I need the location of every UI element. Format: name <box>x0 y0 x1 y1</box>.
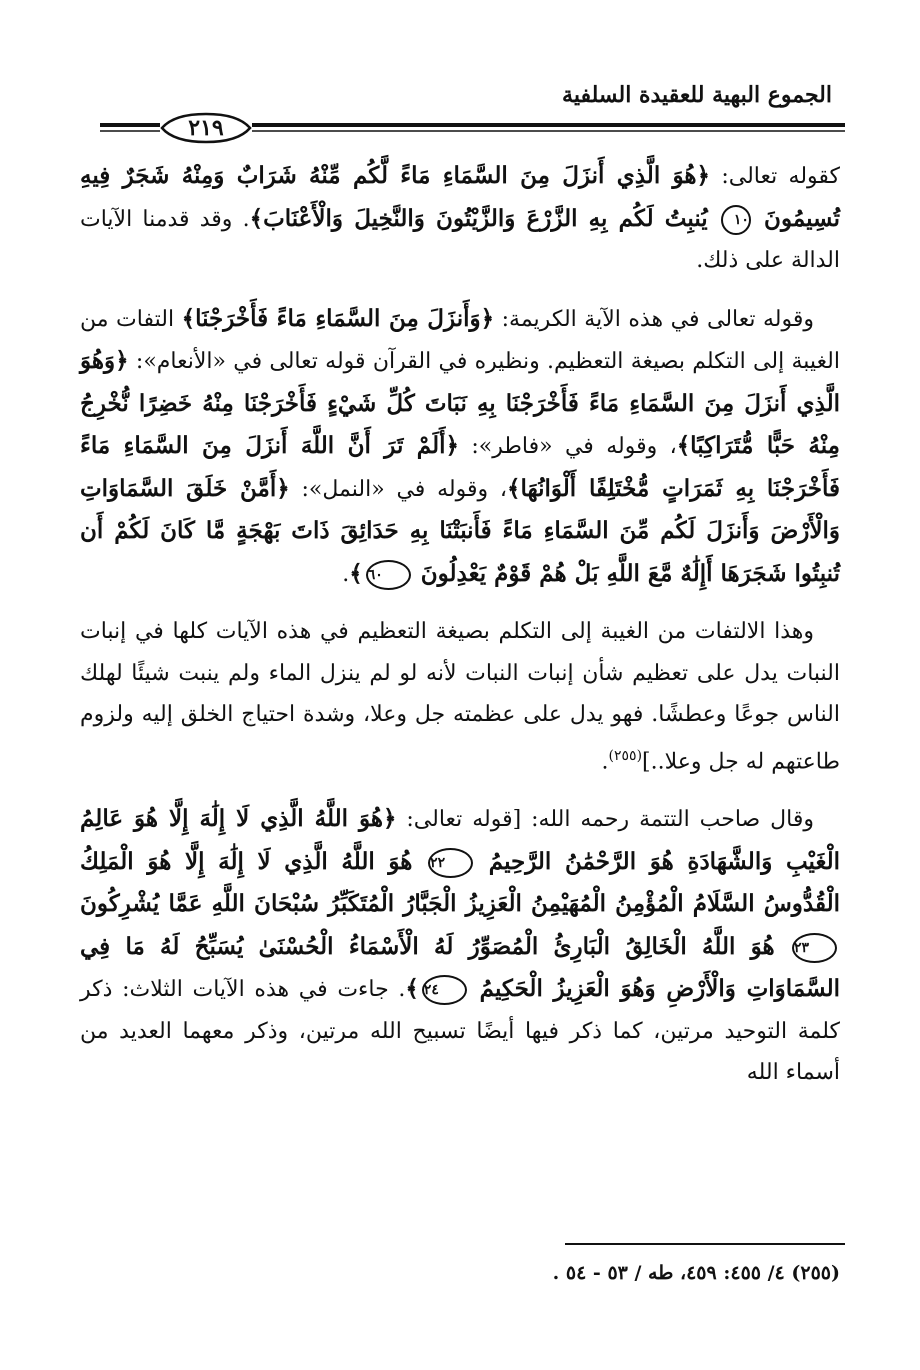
quran-verse: هُوَ اللَّهُ الَّذِي لَا إِلَٰهَ إِلَّا هُوَ الْمَلِكُ الْقُدُّوسُ السَّلَامُ الْمُؤْمِنُ الْمُهَيْمِنُ الْعَزِيزُ الْجَبَّارُ الْمُتَكَبِّرُ سُبْحَانَ اللَّهِ عَمَّا يُشْرِكُونَ <box>80 847 840 918</box>
paragraph-1 <box>80 155 840 282</box>
footnote-reference[interactable]: (٢٥٥) <box>608 747 643 764</box>
p2-text-b: ، وقوله في «فاطر»: <box>471 434 677 459</box>
ayah-number-marker: ٢٢ <box>428 848 473 878</box>
p3-tail: . <box>601 748 609 774</box>
p2-lead: وقوله تعالى في هذه الآية الكريمة: <box>501 306 814 332</box>
p3-text: وهذا الالتفات من الغيبة إلى التكلم بصيغة التعظيم في هذه الآيات كلها في إنبات النبات يدل على تعظيم شأن إنبات النبات لأنه لو لم ينزل الماء ولم ينبت شيئًا لهلك الناس جوعًا وعطشًا. فهو يدل على عظمته جل وعلا، وشدة احتياج الخلق إليه ولزوم طاعتهم له جل وعلا..] <box>80 619 840 774</box>
quran-verse: ﴿هُوَ الَّذِي أَنزَلَ مِنَ السَّمَاءِ مَاءً لَّكُم مِّنْهُ شَرَابٌ وَمِنْهُ شَجَرٌ فِيهِ تُسِيمُونَ <box>80 162 840 232</box>
ayah-number-marker: ٦٠ <box>366 560 411 590</box>
quran-verse: ﴿أَمَّنْ خَلَقَ السَّمَاوَاتِ وَالْأَرْضَ وَأَنزَلَ لَكُم مِّنَ السَّمَاءِ مَاءً فَأَنبَتْنَا بِهِ حَدَائِقَ ذَاتَ بَهْجَةٍ مَّا كَانَ لَكُمْ أَن تُنبِتُوا شَجَرَهَا أَإِلَٰهٌ مَّعَ اللَّهِ بَلْ هُمْ قَوْمٌ يَعْدِلُونَ <box>80 474 840 587</box>
footnote: (٢٥٥) ٤/ ٤٥٥: ٤٥٩، طه / ٥٣ - ٥٤ . <box>552 1262 840 1284</box>
p4-tail: . جاءت في هذه الآيات الثلاث: ذكر كلمة التوحيد مرتين، كما ذكر فيها أيضًا تسبيح الله مرتين، وذكر معهما العديد من أسماء الله <box>80 977 840 1086</box>
p1-tail: . وقد قدمنا الآيات الدالة على ذلك. <box>80 206 840 273</box>
quran-verse: هُوَ اللَّهُ الْخَالِقُ الْبَارِئُ الْمُصَوِّرُ لَهُ الْأَسْمَاءُ الْحُسْنَىٰ يُسَبِّحُ لَهُ مَا فِي السَّمَاوَاتِ وَالْأَرْضِ وَهُوَ الْعَزِيزُ الْحَكِيمُ <box>80 932 840 1003</box>
paragraph-2 <box>80 298 840 596</box>
footnote-separator <box>565 1243 845 1245</box>
p4-lead: وقال صاحب التتمة رحمه الله: [قوله تعالى: <box>406 807 814 833</box>
paragraph-3 <box>80 611 840 782</box>
quran-verse: ﴿وَهُوَ الَّذِي أَنزَلَ مِنَ السَّمَاءِ مَاءً فَأَخْرَجْنَا بِهِ نَبَاتَ كُلِّ شَيْءٍ فَأَخْرَجْنَا مِنْهُ خَضِرًا نُّخْرِجُ مِنْهُ حَبًّا مُّتَرَاكِبًا﴾ <box>80 347 840 459</box>
quran-verse: ﴿أَلَمْ تَرَ أَنَّ اللَّهَ أَنزَلَ مِنَ السَّمَاءِ مَاءً فَأَخْرَجْنَا بِهِ ثَمَرَاتٍ مُّخْتَلِفًا أَلْوَانُهَا﴾ <box>80 432 841 502</box>
p2-text-c: ، وقوله في «النمل»: <box>301 476 508 502</box>
ayah-number-marker: ١٠ <box>721 205 751 235</box>
ayah-number-marker: ٢٤ <box>422 975 467 1005</box>
p1-lead: كقوله تعالى: <box>721 164 840 189</box>
verse-close-bracket: ﴾ <box>405 975 419 1003</box>
p2-tail: . <box>342 561 350 587</box>
page-number-text: ٢١٩ <box>188 115 224 141</box>
quran-verse: ﴿هُوَ اللَّهُ الَّذِي لَا إِلَٰهَ إِلَّا هُوَ عَالِمُ الْغَيْبِ وَالشَّهَادَةِ هُوَ الرَّحْمَٰنُ الرَّحِيمُ <box>80 805 840 875</box>
quran-verse: يُنبِتُ لَكُم بِهِ الزَّرْعَ وَالزَّيْتُونَ وَالنَّخِيلَ وَالْأَعْنَابَ﴾ <box>249 204 708 232</box>
paragraph-4 <box>80 798 840 1094</box>
verse-close-bracket: ﴾ <box>349 559 363 587</box>
page-number <box>160 112 252 144</box>
p2-text-a: التفات من الغيبة إلى التكلم بصيغة التعظيم. ونظيره في القرآن قوله تعالى في «الأنعام»: <box>80 306 840 374</box>
main-text <box>80 155 840 1110</box>
ayah-number-marker: ٢٣ <box>792 933 837 963</box>
running-title: الجموع البهية للعقيدة السلفية <box>562 82 832 108</box>
quran-verse: ﴿وَأَنزَلَ مِنَ السَّمَاءِ مَاءً فَأَخْرَجْنَا﴾ <box>181 304 495 332</box>
